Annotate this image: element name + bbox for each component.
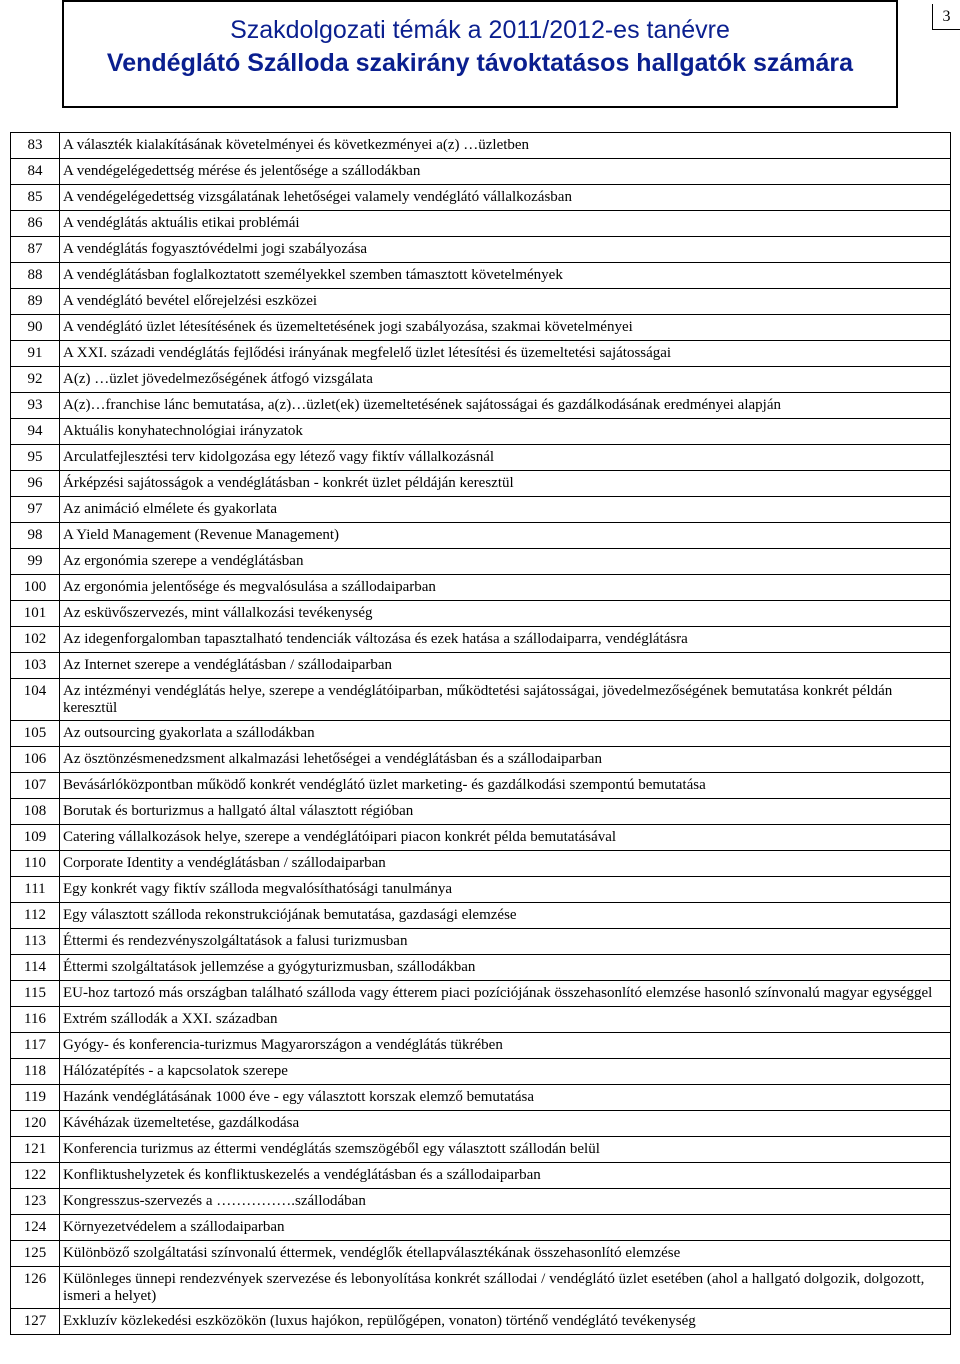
topic-number: 120	[11, 1111, 60, 1137]
topic-number: 118	[11, 1059, 60, 1085]
topic-number: 116	[11, 1007, 60, 1033]
topic-title: Hazánk vendéglátásának 1000 éve - egy választott korszak elemző bemutatása	[60, 1085, 951, 1111]
topic-title: A XXI. századi vendéglátás fejlődési irányának megfelelő üzlet létesítési és üzemeltetési sajátosságai	[60, 341, 951, 367]
topic-row	[11, 393, 951, 419]
topic-number: 95	[11, 445, 60, 471]
topic-title: Hálózatépítés - a kapcsolatok szerepe	[60, 1059, 951, 1085]
topic-title: Az ergonómia szerepe a vendéglátásban	[60, 549, 951, 575]
topic-number: 113	[11, 929, 60, 955]
topic-row	[11, 929, 951, 955]
topic-title: A(z) …üzlet jövedelmezőségének átfogó vizsgálata	[60, 367, 951, 393]
topic-title: Exkluzív közlekedési eszközökön (luxus hajókon, repülőgépen, vonaton) történő vendéglátó tevékenység	[60, 1309, 951, 1335]
topic-title: Éttermi szolgáltatások jellemzése a gyógyturizmusban, szállodákban	[60, 955, 951, 981]
topic-row	[11, 1137, 951, 1163]
topic-title: Egy konkrét vagy fiktív szálloda megvalósíthatósági tanulmánya	[60, 877, 951, 903]
topic-number: 119	[11, 1085, 60, 1111]
topic-number: 84	[11, 159, 60, 185]
topic-title: Éttermi és rendezvényszolgáltatások a falusi turizmusban	[60, 929, 951, 955]
topic-row	[11, 1111, 951, 1137]
topic-row	[11, 211, 951, 237]
topics-table-body	[11, 133, 951, 1335]
topic-number: 126	[11, 1267, 60, 1309]
topic-title: Az animáció elmélete és gyakorlata	[60, 497, 951, 523]
topic-number: 99	[11, 549, 60, 575]
topic-row	[11, 1267, 951, 1309]
topic-row	[11, 263, 951, 289]
topic-title: A vendégelégedettség vizsgálatának lehetőségei valamely vendéglátó vállalkozásban	[60, 185, 951, 211]
topic-row	[11, 1241, 951, 1267]
topic-row	[11, 497, 951, 523]
topic-row	[11, 133, 951, 159]
topic-number: 109	[11, 825, 60, 851]
header-box	[62, 0, 951, 108]
topic-title: A vendéglátás fogyasztóvédelmi jogi szabályozása	[60, 237, 951, 263]
topic-title: Konferencia turizmus az éttermi vendéglátás szemszögéből egy választott szállodán belül	[60, 1137, 951, 1163]
topic-number: 103	[11, 653, 60, 679]
topic-title: Különleges ünnepi rendezvények szervezése és lebonyolítása konkrét szállodai / vendéglátó üzlet esetében (ahol a hallgató dolgozik, dolgozott, ismeri a helyet)	[60, 1267, 951, 1309]
topic-row	[11, 653, 951, 679]
topic-title: Egy választott szálloda rekonstrukciójának bemutatása, gazdasági elemzése	[60, 903, 951, 929]
topic-number: 108	[11, 799, 60, 825]
topic-row	[11, 1189, 951, 1215]
topic-number: 110	[11, 851, 60, 877]
topic-row	[11, 237, 951, 263]
topic-title: Árképzési sajátosságok a vendéglátásban - konkrét üzlet példáján keresztül	[60, 471, 951, 497]
topic-title: Extrém szállodák a XXI. században	[60, 1007, 951, 1033]
topic-number: 125	[11, 1241, 60, 1267]
topic-row	[11, 903, 951, 929]
topic-row	[11, 549, 951, 575]
topic-number: 87	[11, 237, 60, 263]
topic-title: Az intézményi vendéglátás helye, szerepe a vendéglátóiparban, működtetési sajátosságai, jövedelmezőségének bemutatása konkrét példán keresztül	[60, 679, 951, 721]
topic-row	[11, 799, 951, 825]
topic-title: A vendégelégedettség mérése és jelentősége a szállodákban	[60, 159, 951, 185]
topic-number: 86	[11, 211, 60, 237]
topic-number: 85	[11, 185, 60, 211]
topic-row	[11, 367, 951, 393]
topic-title: EU-hoz tartozó más országban található szálloda vagy étterem piaci pozíciójának összehasonlító elemzése hasonló színvonalú magyar egységgel	[60, 981, 951, 1007]
topic-number: 94	[11, 419, 60, 445]
topic-number: 83	[11, 133, 60, 159]
topic-row	[11, 981, 951, 1007]
topic-title: Az Internet szerepe a vendéglátásban / szállodaiparban	[60, 653, 951, 679]
topic-title: A Yield Management (Revenue Management)	[60, 523, 951, 549]
topic-row	[11, 1033, 951, 1059]
topic-row	[11, 773, 951, 799]
topic-row	[11, 315, 951, 341]
topic-number: 89	[11, 289, 60, 315]
topic-title: A vendéglátó bevétel előrejelzési eszközei	[60, 289, 951, 315]
topic-number: 127	[11, 1309, 60, 1335]
topic-number: 121	[11, 1137, 60, 1163]
topic-number: 91	[11, 341, 60, 367]
topic-number: 98	[11, 523, 60, 549]
topic-title: A választék kialakításának követelményei és következményei a(z) …üzletben	[60, 133, 951, 159]
topic-title: A vendéglátás aktuális etikai problémái	[60, 211, 951, 237]
topic-row	[11, 419, 951, 445]
topic-number: 107	[11, 773, 60, 799]
topic-title: Arculatfejlesztési terv kidolgozása egy létező vagy fiktív vállalkozásnál	[60, 445, 951, 471]
topic-row	[11, 601, 951, 627]
topic-title: Környezetvédelem a szállodaiparban	[60, 1215, 951, 1241]
topic-title: Corporate Identity a vendéglátásban / szállodaiparban	[60, 851, 951, 877]
topic-row	[11, 1215, 951, 1241]
topic-title: Konfliktushelyzetek és konfliktuskezelés a vendéglátásban és a szállodaiparban	[60, 1163, 951, 1189]
topic-number: 93	[11, 393, 60, 419]
topic-title: Kongresszus-szervezés a …………….szállodában	[60, 1189, 951, 1215]
topic-title: Catering vállalkozások helye, szerepe a vendéglátóipari piacon konkrét példa bemutatásával	[60, 825, 951, 851]
topic-row	[11, 185, 951, 211]
topic-number: 101	[11, 601, 60, 627]
topic-number: 122	[11, 1163, 60, 1189]
topic-number: 115	[11, 981, 60, 1007]
topic-number: 102	[11, 627, 60, 653]
topic-row	[11, 627, 951, 653]
topic-number: 92	[11, 367, 60, 393]
topic-row	[11, 159, 951, 185]
topic-number: 114	[11, 955, 60, 981]
topic-row	[11, 289, 951, 315]
topic-row	[11, 341, 951, 367]
topic-row	[11, 851, 951, 877]
topic-row	[11, 1309, 951, 1335]
topic-number: 100	[11, 575, 60, 601]
topic-title: Aktuális konyhatechnológiai irányzatok	[60, 419, 951, 445]
header-title-line2: Vendéglátó Szálloda szakirány távoktatásos hallgatók számára	[106, 49, 854, 77]
topic-number: 123	[11, 1189, 60, 1215]
topic-title: Különböző szolgáltatási színvonalú éttermek, vendéglők étellapválasztékának összehasonlító elemzése	[60, 1241, 951, 1267]
topic-row	[11, 445, 951, 471]
topic-number: 97	[11, 497, 60, 523]
topic-row	[11, 1007, 951, 1033]
topic-title: Borutak és borturizmus a hallgató által választott régióban	[60, 799, 951, 825]
topic-number: 117	[11, 1033, 60, 1059]
topic-row	[11, 471, 951, 497]
topic-row	[11, 1085, 951, 1111]
topics-table	[10, 132, 951, 1335]
topic-number: 96	[11, 471, 60, 497]
topic-title: A vendéglátó üzlet létesítésének és üzemeltetésének jogi szabályozása, szakmai követelményei	[60, 315, 951, 341]
topic-title: Az esküvőszervezés, mint vállalkozási tevékenység	[60, 601, 951, 627]
topic-row	[11, 825, 951, 851]
topic-number: 111	[11, 877, 60, 903]
topic-row	[11, 575, 951, 601]
topic-row	[11, 955, 951, 981]
header-title-line1: Szakdolgozati témák a 2011/2012-es tanévre	[230, 16, 730, 44]
topic-title: Az ösztönzésmenedzsment alkalmazási lehetőségei a vendéglátásban és a szállodaiparban	[60, 747, 951, 773]
topic-row	[11, 523, 951, 549]
topic-title: Kávéházak üzemeltetése, gazdálkodása	[60, 1111, 951, 1137]
topic-row	[11, 1059, 951, 1085]
topic-title: A(z)…franchise lánc bemutatása, a(z)…üzlet(ek) üzemeltetésének sajátosságai és gazdálkodásának eredményei alapján	[60, 393, 951, 419]
topic-number: 104	[11, 679, 60, 721]
topic-title: Az outsourcing gyakorlata a szállodákban	[60, 721, 951, 747]
topic-number: 106	[11, 747, 60, 773]
topic-title: Gyógy- és konferencia-turizmus Magyarországon a vendéglátás tükrében	[60, 1033, 951, 1059]
topic-number: 88	[11, 263, 60, 289]
topic-title: Az idegenforgalomban tapasztalható tendenciák változása és ezek hatása a szállodaiparra, vendéglátásra	[60, 627, 951, 653]
topic-number: 124	[11, 1215, 60, 1241]
topic-row	[11, 1163, 951, 1189]
topic-number: 90	[11, 315, 60, 341]
topic-title: Az ergonómia jelentősége és megvalósulása a szállodaiparban	[60, 575, 951, 601]
topic-title: Bevásárlóközpontban működő konkrét vendéglátó üzlet marketing- és gazdálkodási szempontú bemutatása	[60, 773, 951, 799]
page-number: 3	[932, 4, 960, 30]
topic-row	[11, 877, 951, 903]
topic-row	[11, 747, 951, 773]
topic-row	[11, 679, 951, 721]
topic-number: 112	[11, 903, 60, 929]
topic-number: 105	[11, 721, 60, 747]
topic-title: A vendéglátásban foglalkoztatott személyekkel szemben támasztott követelmények	[60, 263, 951, 289]
topic-row	[11, 721, 951, 747]
